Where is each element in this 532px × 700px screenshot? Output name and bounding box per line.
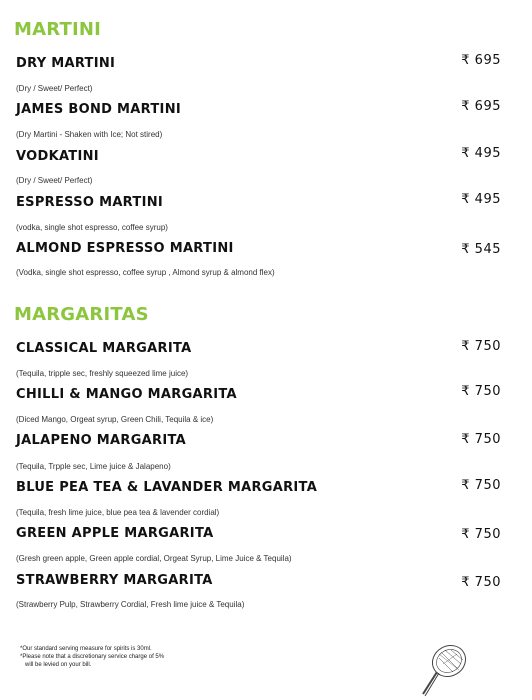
item-description: (Tequila, tripple sec, freshly squeezed lime juice) (16, 369, 189, 378)
item-description: (Dry Martini - Shaken with Ice; Not stired) (16, 130, 163, 139)
item-price: ₹ 495 (461, 192, 501, 207)
item-description: (Dry / Sweet/ Perfect) (16, 84, 93, 93)
item-name: CLASSICAL MARGARITA (16, 341, 192, 356)
item-price: ₹ 750 (461, 527, 501, 542)
item-price: ₹ 750 (461, 575, 501, 590)
footnote-line: *Our standard serving measure for spirits is 30ml. (20, 646, 152, 652)
item-description: (Diced Mango, Orgeat syrup, Green Chili, Tequila & ice) (16, 415, 214, 424)
item-name: ESPRESSO MARTINI (16, 195, 164, 210)
item-name: ALMOND ESPRESSO MARTINI (16, 241, 234, 256)
footnote (20, 645, 164, 669)
item-description: (Gresh green apple, Green apple cordial, Orgeat Syrup, Lime Juice & Tequila) (16, 554, 292, 563)
item-description: (Tequila, Trpple sec, Lime juice & Jalapeno) (16, 462, 171, 471)
item-description: (Tequila, fresh lime juice, blue pea tea & lavender cordial) (16, 508, 220, 517)
item-price: ₹ 750 (461, 339, 501, 354)
item-name: BLUE PEA TEA & LAVANDER MARGARITA (16, 480, 318, 495)
item-description: (Dry / Sweet/ Perfect) (16, 176, 93, 185)
item-price: ₹ 750 (461, 478, 501, 493)
spoon-sketch-icon (417, 642, 473, 700)
item-name: JALAPENO MARGARITA (16, 433, 187, 448)
item-price: ₹ 695 (461, 53, 501, 68)
item-price: ₹ 750 (461, 432, 501, 447)
item-description: (Strawberry Pulp, Strawberry Cordial, Fresh lime juice & Tequila) (16, 600, 245, 609)
item-name: STRAWBERRY MARGARITA (16, 573, 213, 588)
item-price: ₹ 695 (461, 99, 501, 114)
footnote-line: *Please note that a discretionary service charge of 5% (20, 654, 165, 660)
footnote-line: will be levied on your bill. (25, 662, 92, 668)
section-title-margaritas: MARGARITAS (14, 304, 149, 325)
item-description: (vodka, single shot espresso, coffee syrup) (16, 223, 168, 232)
section-title-martini: MARTINI (14, 19, 102, 40)
item-description: (Vodka, single shot espresso, coffee syrup , Almond syrup & almond flex) (16, 268, 275, 277)
item-price: ₹ 545 (461, 242, 501, 257)
item-name: JAMES BOND MARTINI (16, 102, 182, 117)
item-price: ₹ 495 (461, 146, 501, 161)
item-price: ₹ 750 (461, 384, 501, 399)
item-name: VODKATINI (16, 149, 99, 164)
item-name: DRY MARTINI (16, 56, 116, 71)
item-name: GREEN APPLE MARGARITA (16, 526, 214, 541)
item-name: CHILLI & MANGO MARGARITA (16, 387, 237, 402)
